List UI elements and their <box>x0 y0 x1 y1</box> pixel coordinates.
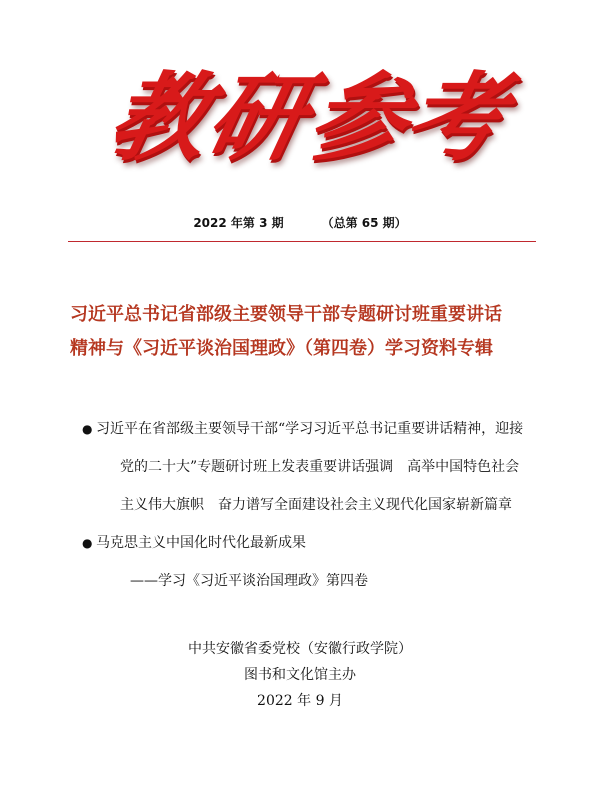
issue-info <box>0 214 600 231</box>
issue-number: 2022 年第 3 期 <box>193 216 284 230</box>
title-line-2: 精神与《习近平谈治国理政》（第四卷）学习资料专辑 <box>70 338 493 359</box>
total-issue-number: （总第 65 期） <box>321 216 407 230</box>
contents-list <box>82 410 552 600</box>
masthead-char: 教 <box>99 61 220 174</box>
item-text: 马克思主义中国化时代化最新成果 <box>96 535 306 551</box>
publisher-org: 中共安徽省委党校（安徽行政学院） <box>188 641 412 657</box>
bullet-icon: ● <box>82 422 93 436</box>
masthead-char: 考 <box>395 61 516 174</box>
masthead-logo <box>99 48 516 188</box>
item-text: 党的二十大”专题研讨班上发表重要讲话强调 高举中国特色社会 <box>120 459 520 475</box>
bullet-icon: ● <box>82 536 93 550</box>
divider-rule <box>68 241 536 242</box>
masthead-char: 研 <box>197 61 318 174</box>
masthead-char: 参 <box>299 61 420 174</box>
item-text: 习近平在省部级主要领导干部“学习习近平总书记重要讲话精神，迎接 <box>96 421 524 437</box>
publisher-host: 图书和文化馆主办 <box>244 667 356 683</box>
title-line-1: 习近平总书记省部级主要领导干部专题研讨班重要讲话 <box>70 304 502 325</box>
publish-date: 2022 年 9 月 <box>257 693 343 709</box>
publisher-footer <box>0 636 600 714</box>
list-item <box>82 524 552 600</box>
item-text: 主义伟大旗帜 奋力谱写全面建设社会主义现代化国家崭新篇章 <box>120 497 512 513</box>
special-issue-title <box>70 298 540 366</box>
list-item <box>82 410 552 524</box>
item-subtitle: ——学习《习近平谈治国理政》第四卷 <box>130 573 368 589</box>
